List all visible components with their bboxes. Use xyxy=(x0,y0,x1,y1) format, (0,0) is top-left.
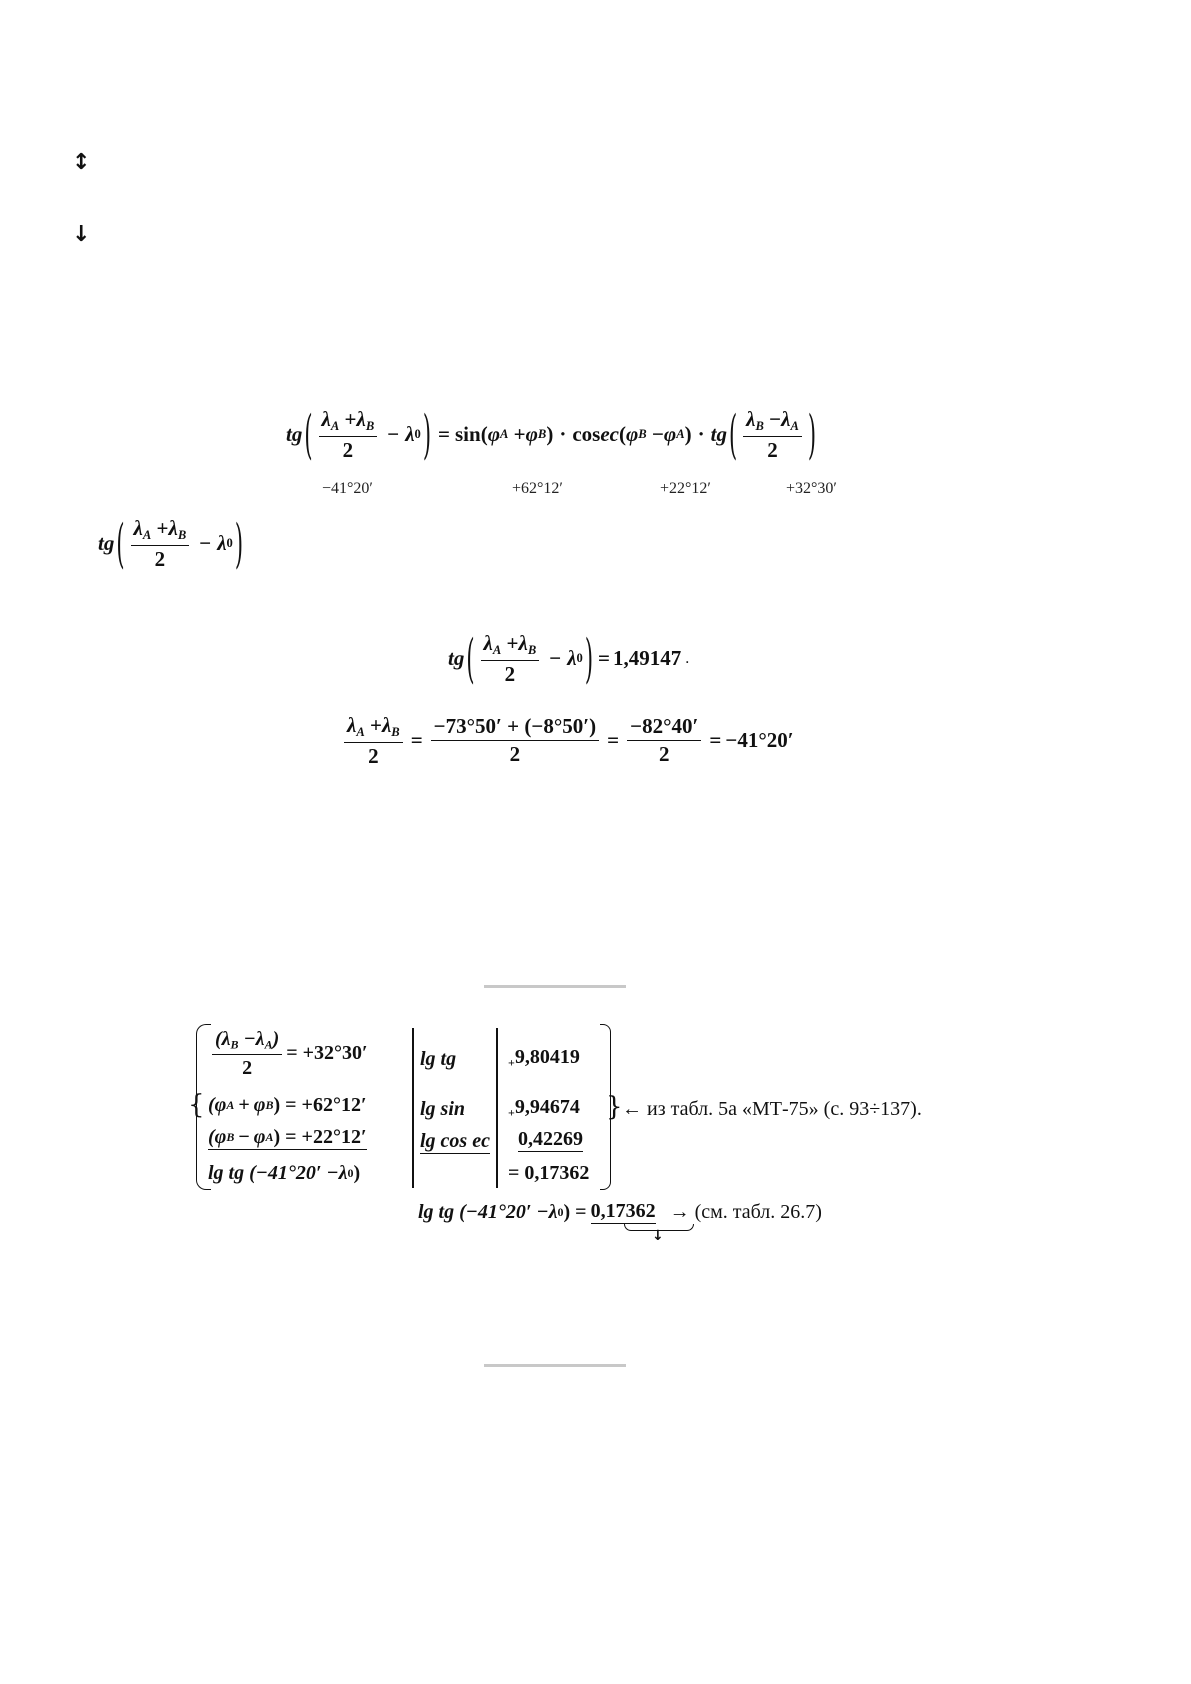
log-row-2: (φ A + φ B ) = +62°12′ xyxy=(208,1094,367,1116)
fraction-lambda-sum: $\lambda_A +\lambda_B$ 2 xyxy=(319,408,378,462)
separator-bottom xyxy=(484,1364,626,1367)
tg-func: tg xyxy=(286,422,303,447)
tg-value: 1,49147 xyxy=(613,646,682,671)
table-divider-2 xyxy=(496,1028,498,1188)
value-lg-cosec: 0,42269 xyxy=(518,1128,583,1150)
down-arrow-icon: ↓ xyxy=(652,1228,664,1244)
separator-top xyxy=(484,985,626,988)
result-note: → (см. табл. 26.7) xyxy=(669,1200,822,1223)
func-lg-cosec: lg cos ec xyxy=(420,1130,490,1152)
table-source-note: ← из табл. 5а «МТ-75» (с. 93÷137). xyxy=(622,1098,922,1120)
table-divider-1 xyxy=(412,1028,414,1188)
log-row-4: lg tg (−41°20′ −λ 0 ) xyxy=(208,1162,361,1184)
log-row-3: (φ B − φ A ) = +22°12′ xyxy=(208,1126,367,1148)
log-result-line: lg tg (−41°20′ −λ 0 ) = 0,17362 → (см. табл. 26.7) xyxy=(418,1200,822,1223)
annotation-1: −41°20′ xyxy=(322,480,373,497)
down-arrow-icon: ↓ xyxy=(72,222,91,247)
value-sum: = 0,17362 xyxy=(508,1162,590,1184)
annotation-3: +22°12′ xyxy=(660,480,711,497)
equation-lambda-mean: $\frac{\lambda_A +\lambda_B}{2}$ = $\frac{-73^\circ 50' + (-8^\circ 50')}{2}$ = $\frac{-82^\circ 40'}{2}$ = −41°20′ xyxy=(340,714,794,768)
annotation-4: +32°30′ xyxy=(786,480,837,497)
func-lg-sin: lg sin xyxy=(420,1098,466,1120)
fraction-lambda-diff: $\lambda_B -\lambda_A$ 2 xyxy=(743,408,802,462)
func-lg-tg: lg tg xyxy=(420,1048,457,1070)
log-table: { } $\frac{(\lambda_B -\lambda_A)}{2}$ = +32°30′ lg tg $_+$9,80419 (φ A + φ B ) = +62°12′ lg sin $_+$9,94674 (φ B − φ A ) = +22°12′ lg cos ec 0,42269 lg tg (−41°20′ −λ 0 ) = 0,17362 ← из табл. 5а «МТ-75» (с. 93÷137). xyxy=(196,1024,956,1194)
result-value: 0,17362 xyxy=(590,1200,656,1222)
log-row-1: $\frac{(\lambda_B -\lambda_A)}{2}$ = +32°30′ xyxy=(212,1028,368,1079)
value-lg-tg: 9,80419 xyxy=(514,1046,580,1068)
equation-main: tg ( $\lambda_A +\lambda_B$ 2 − λ 0 ) = sin ( φ A + φ B ) · cos ec ( φ B − φ A ) · tg ( $\lambda_B -\lambda_A$ 2 ) xyxy=(286,404,817,465)
equation-left-fragment: tg ( $\lambda_A +\lambda_B$ 2 − λ 0 ) xyxy=(98,513,244,574)
annotation-2: +62°12′ xyxy=(512,480,563,497)
equation-tg-value: tg ( $\lambda_A +\lambda_B$ 2 − λ 0 ) = 1,49147 . xyxy=(448,628,690,689)
up-down-arrow-icon: ↕ xyxy=(72,150,91,175)
value-lg-sin: 9,94674 xyxy=(514,1096,580,1118)
lambda-mean-result: −41°20′ xyxy=(725,728,794,753)
